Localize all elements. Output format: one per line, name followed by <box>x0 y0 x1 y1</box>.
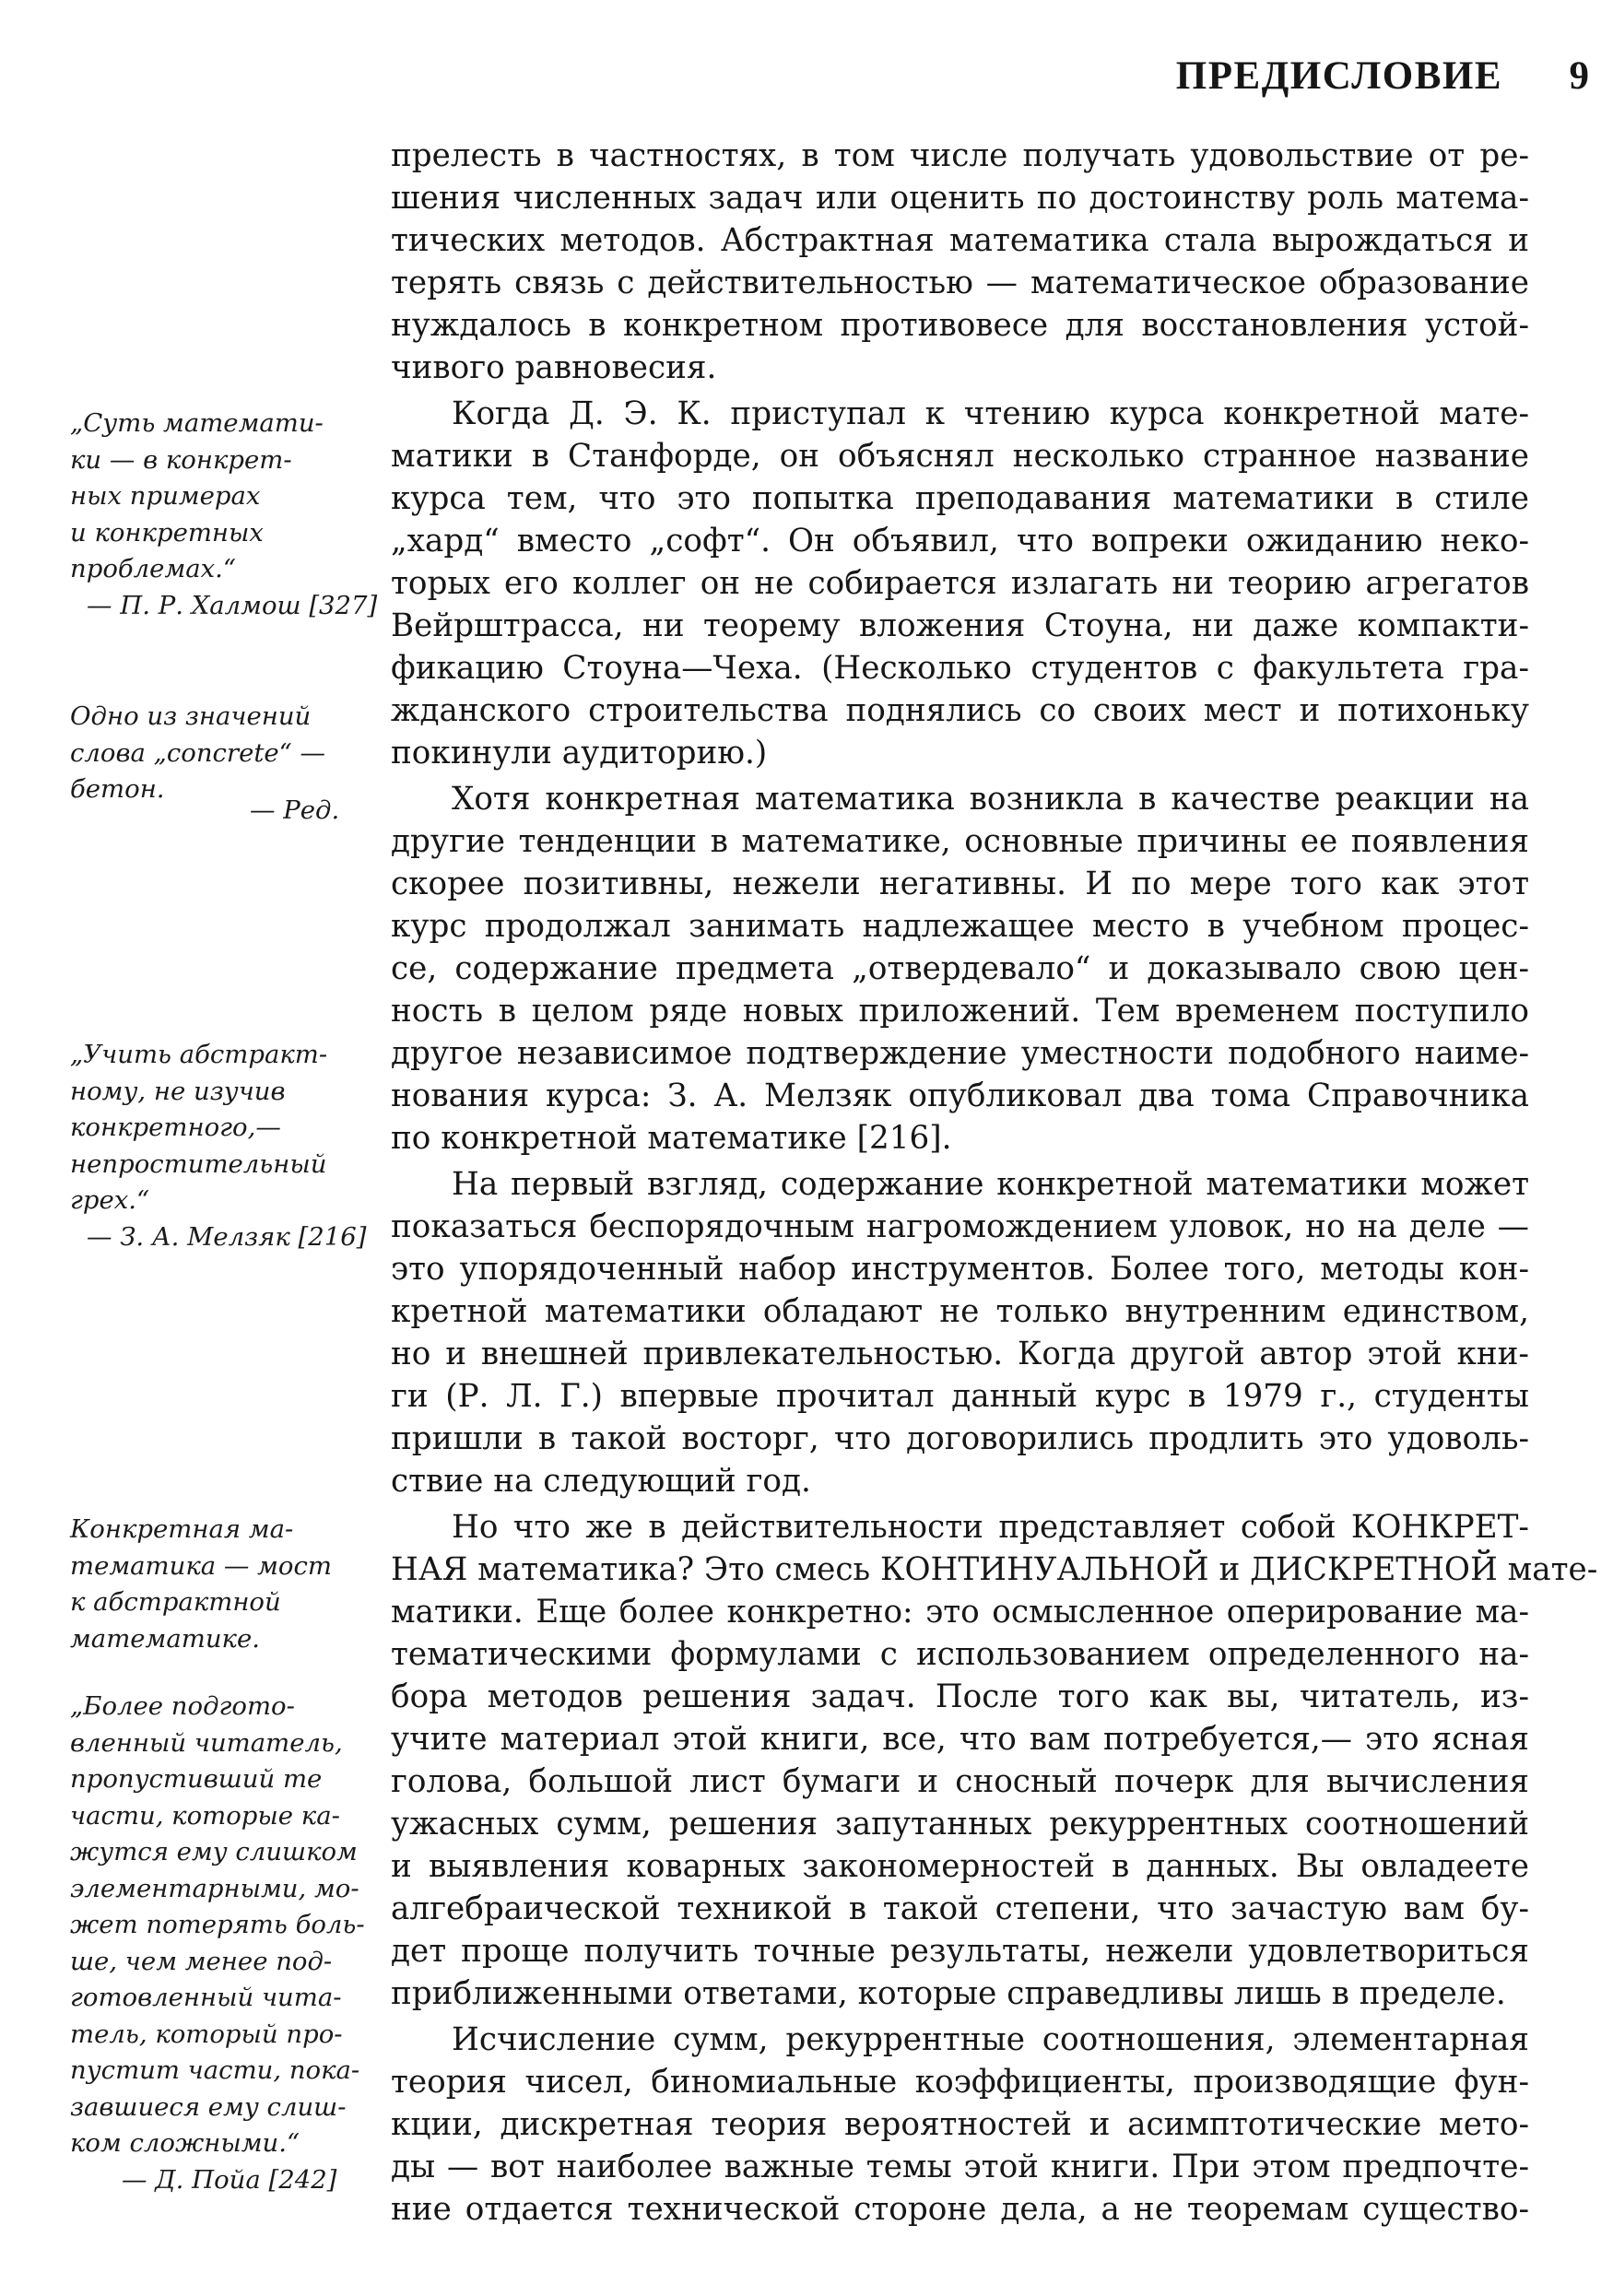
text-line: по конкретной математике [216]. <box>391 1120 952 1157</box>
text-line: курса тем, что это попытка преподавания математики в стиле <box>391 480 1529 517</box>
text-line: курс продолжал занимать надлежащее место в учебном процес- <box>391 908 1529 945</box>
text-line: пришли в такой восторг, что договорились продлить это удоволь- <box>391 1420 1529 1457</box>
text-line: покинули аудиторию.) <box>391 735 768 771</box>
note-line: Одно из значений <box>70 701 312 731</box>
text-line: ги (Р. Л. Г.) впервые прочитал данный курс в 1979 г., студенты <box>391 1378 1529 1415</box>
text-line: алгебраической техникой в такой степени, что зачастую вам бу- <box>391 1890 1529 1927</box>
text-line: ние отдается технической стороне дела, а не теоремам существо- <box>391 2191 1529 2228</box>
running-title: ПРЕДИСЛОВИЕ <box>1175 54 1502 98</box>
text-line: учите материал этой книги, все, что вам потребуется,— это ясная <box>391 1721 1529 1758</box>
note-line: жутся ему слишком <box>70 1837 358 1866</box>
text-line: нуждалось в конкретном противовесе для восстановления устой- <box>391 307 1529 344</box>
paragraph-6 <box>391 2019 1529 2231</box>
note-line: пропустивший те <box>70 1764 323 1794</box>
text-line: теория чисел, биномиальные коэффициенты, производящие фун- <box>391 2064 1529 2101</box>
note-line: Конкретная ма- <box>70 1514 294 1544</box>
paragraph-5 <box>391 1506 1598 2015</box>
note-line: завшиеся ему слиш- <box>70 2091 347 2122</box>
note-line: „Суть математи- <box>70 408 324 438</box>
note-line: и конкретных <box>70 517 264 548</box>
note-author: — Д. Пойа [242] <box>122 2164 337 2195</box>
text-line: но и внешней привлекательностью. Когда другой автор этой кни- <box>391 1336 1529 1372</box>
text-line: Вейрштрасса, ни теорему вложения Стоуна, ни даже компакти- <box>391 607 1529 644</box>
text-line: тематическими формулами с использованием определенного на- <box>391 1636 1529 1673</box>
text-line: приближенными ответами, которые справедливы лишь в пределе. <box>391 1975 1506 2012</box>
note-line: математике. <box>70 1623 260 1654</box>
text-line: Но что же в действительности представляет собой КОНКРЕТ- <box>452 1509 1529 1546</box>
text-line: другое независимое подтверждение уместности подобного наиме- <box>391 1035 1529 1072</box>
note-line: „Учить абстракт- <box>70 1040 328 1069</box>
note-line: проблемах.“ <box>70 554 236 583</box>
note-line: вленный читатель, <box>70 1727 343 1758</box>
note-author: — Ред. <box>250 795 340 825</box>
note-line: элементарными, мо- <box>70 1873 359 1903</box>
text-line: бора методов решения задач. После того как вы, читатель, из- <box>391 1678 1529 1715</box>
text-line: ствие на следующий год. <box>391 1463 811 1500</box>
margin-note-concrete <box>70 699 367 825</box>
paragraph-3 <box>391 778 1529 1160</box>
paragraph-1 <box>391 135 1529 389</box>
note-line: ных примерах <box>70 481 261 511</box>
margin-note-polya <box>70 1689 367 2198</box>
text-line: „хард“ вместо „софт“. Он объявил, что вопреки ожиданию неко- <box>391 523 1529 559</box>
margin-note-halmos <box>70 406 378 624</box>
text-line: ды — вот наиболее важные темы этой книги. При этом предпочте- <box>391 2149 1529 2185</box>
note-line: части, которые ка- <box>70 1800 340 1831</box>
note-line: готовленный чита- <box>70 1983 342 2012</box>
text-line: Когда Д. Э. К. приступал к чтению курса конкретной мате- <box>452 395 1529 432</box>
text-line: матики. Еще более конкретно: это осмысленное оперирование ма- <box>391 1594 1529 1631</box>
note-line: конкретного,— <box>70 1113 281 1142</box>
main-text <box>391 135 1598 2231</box>
text-line: кции, дискретная теория вероятностей и асимптотические мето- <box>391 2106 1529 2143</box>
note-line: жет потерять боль- <box>70 1910 365 1939</box>
note-author: — П. Р. Халмош [327] <box>87 590 378 620</box>
note-line: к абстрактной <box>70 1587 281 1617</box>
margin-note-melzak <box>70 1037 367 1255</box>
text-line: чивого равновесия. <box>391 349 717 386</box>
text-line: это упорядоченный набор инструментов. Более того, методы кон- <box>391 1251 1529 1288</box>
text-line: прелесть в частностях, в том числе получать удовольствие от ре- <box>391 137 1529 174</box>
note-author: — З. А. Мелзяк [216] <box>87 1221 367 1252</box>
note-line: „Более подгото- <box>70 1691 295 1721</box>
note-line: пустит части, пока- <box>70 2055 360 2085</box>
note-line: ному, не изучив <box>70 1076 286 1106</box>
note-line: ше, чем менее под- <box>70 1946 333 1976</box>
text-line: Хотя конкретная математика возникла в качестве реакции на <box>452 781 1529 818</box>
note-line: грех.“ <box>70 1185 150 1215</box>
text-line: тических методов. Абстрактная математика стала вырождаться и <box>391 222 1529 259</box>
text-line: се, содержание предмета „отвердевало“ и доказывало свою цен- <box>391 950 1529 987</box>
page-number: 9 <box>1569 54 1589 98</box>
text-line: фикацию Стоуна—Чеха. (Несколько студентов с факультета гра- <box>391 650 1529 687</box>
note-line: бетон. <box>70 774 165 804</box>
text-line: НАЯ математика? Это смесь КОНТИНУАЛЬНОЙ и ДИСКРЕТНОЙ мате- <box>391 1551 1598 1588</box>
text-line: матики в Станфорде, он объяснял несколько странное название <box>391 438 1529 475</box>
margin-note-bridge <box>70 1512 367 1657</box>
paragraph-4 <box>391 1163 1529 1502</box>
text-line: дет проще получить точные результаты, нежели удовлетвориться <box>391 1933 1529 1970</box>
text-line: показаться беспорядочным нагромождением уловок, но на деле — <box>391 1208 1529 1245</box>
text-line: На первый взгляд, содержание конкретной математики может <box>452 1166 1529 1203</box>
text-line: шения численных задач или оценить по достоинству роль матема- <box>391 180 1529 217</box>
text-line: нования курса: З. А. Мелзяк опубликовал два тома Справочника <box>391 1077 1529 1114</box>
text-line: ность в целом ряде новых приложений. Тем временем поступило <box>391 993 1529 1030</box>
note-line: ки — в конкрет- <box>70 444 292 475</box>
text-line: ужасных сумм, решения запутанных рекуррентных соотношений <box>391 1806 1529 1843</box>
text-line: торых его коллег он не собирается излагать ни теорию агрегатов <box>391 565 1529 602</box>
text-line: и выявления коварных закономерностей в данных. Вы овладеете <box>391 1848 1529 1885</box>
note-line: слова „concrete“ — <box>70 737 325 768</box>
note-line: непростительный <box>70 1148 327 1179</box>
note-line: тель, который про- <box>70 2019 343 2049</box>
text-line: Исчисление сумм, рекуррентные соотношения, элементарная <box>452 2021 1529 2058</box>
text-line: терять связь с действительностью — математическое образование <box>391 265 1529 301</box>
text-line: жданского строительства поднялись со своих мест и потихоньку <box>391 692 1529 729</box>
note-line: ком сложными.“ <box>70 2128 300 2158</box>
text-line: скорее позитивны, нежели негативны. И по мере того как этот <box>391 865 1529 902</box>
running-header <box>0 53 1613 109</box>
paragraph-2 <box>391 393 1529 774</box>
text-line: кретной математики обладают не только внутренним единством, <box>391 1293 1529 1330</box>
text-line: другие тенденции в математике, основные причины ее появления <box>391 823 1529 860</box>
note-line: тематика — мост <box>70 1550 332 1581</box>
text-line: голова, большой лист бумаги и сносный почерк для вычисления <box>391 1763 1529 1800</box>
